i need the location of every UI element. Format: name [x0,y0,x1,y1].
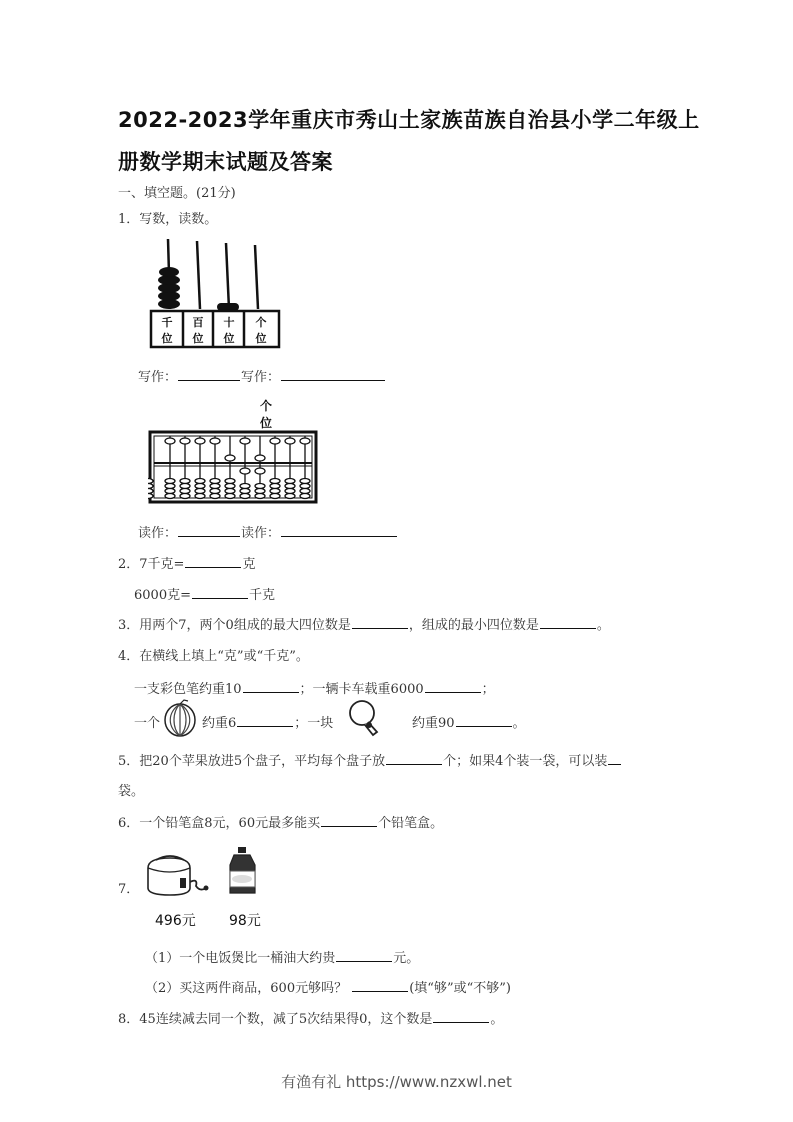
question-7-number: 7． [118,882,140,897]
svg-text:位: 位 [161,332,173,345]
svg-text:位: 位 [255,332,267,345]
answer-blank-q3-1[interactable] [352,616,408,629]
write-label-2: 写作： [241,370,281,385]
question-1-prompt: 1．写数，读数。 [118,212,218,227]
question-4-line-2c [412,712,526,731]
rice-cooker-price: 496元 [155,913,196,929]
question-7-sub-1-text: （1）一个电饭煲比一桶油大约贵 [145,951,336,966]
question-6-text: 个铅笔盒。 [378,816,444,831]
question-8 [118,1008,503,1027]
period: 。 [512,716,526,731]
footer-watermark: 有渔有礼 https://www.nzxwl.net [281,1073,512,1091]
read-label-2: 读作： [241,526,281,541]
answer-blank-q2-1[interactable] [185,555,241,568]
question-4-line-2 [134,712,160,731]
answer-blank-q5-2[interactable] [608,752,621,765]
read-label-1: 读作： [138,526,178,541]
question-5-line-1 [118,750,622,769]
question-4-line-2b [202,712,333,731]
question-8-text: 8．45连续减去同一个数，减了5次结果得0，这个数是 [118,1012,433,1027]
place-value-abacus-diagram [145,237,285,352]
question-2-line-1-text: 2．7千克= [118,557,185,572]
question-7-sub-2-text: （2）买这两件商品，600元够吗？ [145,981,348,996]
question-4-text: 约重6 [202,716,237,731]
question-5-text: 个；如果4个装一袋，可以装 [443,754,608,769]
answer-blank-q8[interactable] [433,1010,489,1023]
question-5-line-2: 袋。 [118,784,145,799]
question-3-text-middle: ，组成的最小四位数是 [408,618,539,633]
question-7-sub-1-suffix: 元。 [393,951,420,966]
question-6 [118,812,443,831]
write-answer-blank-2[interactable] [281,368,385,381]
oil-price: 98元 [229,913,261,929]
question-4-text: 一个 [134,716,161,731]
section-heading: 一、填空题。(21分) [118,186,236,201]
question-3 [118,614,610,633]
question-4-text: ；一辆卡车载重6000 [299,682,424,697]
question-2-line-2 [134,584,275,603]
svg-text:百: 百 [192,316,204,329]
svg-text:位: 位 [223,332,235,345]
write-answer-row [138,366,386,385]
oil-bottle-icon [225,845,261,899]
ping-pong-paddle-icon [347,698,383,738]
svg-text:个: 个 [255,316,267,329]
question-4-text: 一支彩色笔约重10 [134,682,242,697]
write-label-1: 写作： [138,370,178,385]
answer-blank-q4-2[interactable] [425,680,481,693]
question-4-text: 约重90 [412,716,455,731]
document-title-line-1: 2022-2023学年重庆市秀山土家族苗族自治县小学二年级上 [118,108,700,132]
question-6-text: 6．一个铅笔盒8元，60元最多能买 [118,816,321,831]
svg-text:千: 千 [161,316,173,329]
answer-blank-q4-3[interactable] [237,714,293,727]
svg-text:位: 位 [192,332,204,345]
read-answer-blank-2[interactable] [281,524,397,537]
question-4-prompt: 4．在横线上填上“克”或“千克”。 [118,649,309,664]
answer-blank-q7-2[interactable] [352,979,408,992]
svg-text:位: 位 [259,416,273,430]
question-4-text: ； [481,682,495,697]
answer-blank-q6[interactable] [321,814,377,827]
write-answer-blank-1[interactable] [178,368,240,381]
svg-text:个: 个 [259,399,273,413]
read-answer-row [138,522,398,541]
question-7-sub-2-hint: (填“够”或“不够”) [409,981,511,996]
unit-label: 克 [242,557,256,572]
question-2-line-1 [118,553,255,572]
unit-label: 千克 [248,588,275,603]
watermelon-icon [162,698,198,738]
document-title-line-2: 册数学期末试题及答案 [118,150,333,174]
suanpan-abacus-diagram [148,397,323,507]
period: 。 [490,1012,504,1027]
answer-blank-q5-1[interactable] [386,752,442,765]
answer-blank-q2-2[interactable] [192,586,248,599]
question-2-line-2-text: 6000克= [134,588,191,603]
read-answer-blank-1[interactable] [178,524,240,537]
question-4-text: ；一块 [294,716,334,731]
period: 。 [596,618,610,633]
question-7-sub-1 [145,947,419,966]
question-7-sub-2 [145,977,511,996]
rice-cooker-icon [142,850,212,900]
question-5-text: 5．把20个苹果放进5个盘子，平均每个盘子放 [118,754,386,769]
answer-blank-q3-2[interactable] [540,616,596,629]
answer-blank-q7-1[interactable] [336,949,392,962]
svg-text:十: 十 [223,316,235,329]
question-3-text: 3．用两个7，两个0组成的最大四位数是 [118,618,351,633]
answer-blank-q4-4[interactable] [456,714,512,727]
answer-blank-q4-1[interactable] [243,680,299,693]
question-4-line-1 [134,678,495,697]
